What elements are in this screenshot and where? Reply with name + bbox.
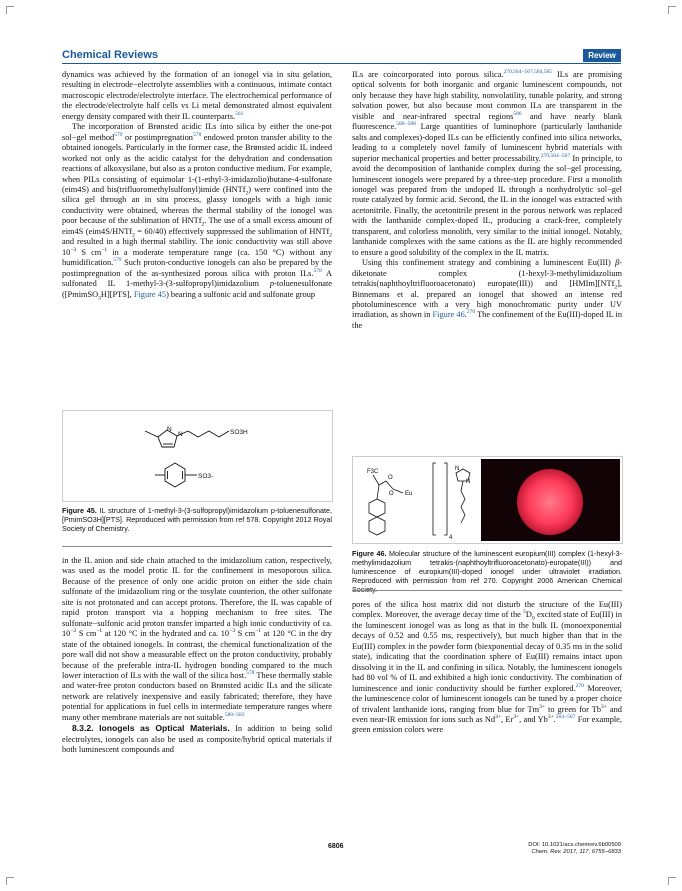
right-column-top <box>352 70 622 331</box>
label-so3-anion: SO3- <box>198 473 214 480</box>
crop-mark <box>6 6 14 14</box>
label-oxygen: O <box>389 491 394 497</box>
luminescent-ionogel-disc <box>517 469 583 535</box>
figure-46 <box>352 456 623 544</box>
citation: Chem. Rev. 2017, 117, 6755−6833 <box>531 849 621 855</box>
label-nitrogen: N <box>455 466 460 472</box>
label-so3h: SO3H <box>230 429 248 436</box>
caption-rule <box>352 590 622 591</box>
crop-mark <box>668 6 676 14</box>
paragraph: dynamics was achieved by the formation of an ionogel via in situ gelation, resulting in electrode−electrolyte assemblies with a continuous, intimate contact macroscopic electrode/electrolyte interface. The electrochemical performance of the electrode/electrolyte half cells vs Li metal demonstrated almost equivalent energy density compared with their IL counterparts.$^{561}$ <box>62 70 332 121</box>
label-f3c: F3C <box>367 469 379 475</box>
caption-text: IL structure of 1-methyl-3-(3-sulfopropyl)imidazolium p-toluenesulfonate, [PmimSO3H][PTS]. Reproduced with permission from ref 578. Copyright 2012 Royal Society of Chemistry. <box>62 506 332 533</box>
figure-46-structure <box>353 457 622 543</box>
paragraph: The incorporation of Brønsted acidic ILs into silica by either the one-pot sol−gel method$^{579}$ or postimpregnation$^{578}$ endowed proton transfer ability to the obtained ionogels. Particularly in the former case, the Brønsted acidic IL indeed worked not only as the acidic catalyst for the dehydration and condensation reactions of alkoxysilane, but also as a proton conductive medium. For example, when PILs consisting of equimolar 1-(1-ethyl-3-imidazolio)butane-4-sulfonate (eim4S) and bis(trifluoromethylsulfonyl)imide (HNTf$_2$) were confined into the silica gel through an in situ process, glassy ionogels with a high ionic conductivity were obtained, whereas the thermal stability of the ionogel was poor because of the sublimation of HNTf$_2$. The use of a small excess amount of eim4S (eim4S/HNTf$_2$ = 60/40) effectively suppressed the sublimation of HNTf$_2$ and resulted in a high thermal stability. The ionic conductivity was still above $10^{-3}$ S $cm^{-1}$ in a moderate temperature range (ca. 150 °C) without any humidification.$^{579}$ Such proton-conductive ionogels can also be prepared by the postimpregnation of the as-synthesized porous silica with proton ILs.$^{578}$ A sulfonated IL 1-methyl-3-(3-sulfopropyl)imidazolium p-toluenesulfonate ([PmimSO$_3$H][PTS], Figure 45) bearing a sulfonic acid and sulfonate group <box>62 122 333 302</box>
journal-title: Chemical Reviews <box>62 49 158 61</box>
figure-45-structure <box>63 411 332 501</box>
paragraph: ILs are coincorporated into porous silica.$^{270,564-567,584,585}$ ILs are promising optical solvents for both inorganic and organic luminescent compounds, not only because they have high stability, nonvolatility, tunable polarity, and strong solvation power, but also because most common ILs are transparent in the visible and near-infrared spectral regions$^{586}$ and have nearly blank fluorescence.$^{586-588}$ Large quantities of luminophore (particularly lanthanide salts and complexes)-doped ILs can be efficiently confined into silica networks, leading to a completely novel family of luminescent hybrid materials with superior mechanical properties and better processability.$^{270,564-567}$ In principle, to avoid the decomposition of lanthanide complex during the sol−gel processing, luminescent ionogels were prepared by a three-step procedure. First a monolith ionogel was prepared from the undoped IL through a nonhydrolytic sol−gel route catalyzed by formic acid. Second, the IL in the ionogel was extracted with acetonitrile. Finally, the acetonitrile present in the porous network was replaced with the lanthanide complex-doped IL, producing a crack-free, completely transparent, and colorless monolith, very similar to the initial ionogel. Notably, lanthanide complexes with the same cations as the IL are highly recommended to ensure a good solubility of the complex in the IL matrix. <box>352 69 622 257</box>
caption-label: Figure 45. <box>62 506 97 515</box>
figure-45 <box>62 410 333 502</box>
left-column-top <box>62 70 332 300</box>
crop-mark <box>668 877 676 885</box>
label-nitrogen-plus: N <box>178 431 183 438</box>
label-europium: Eu <box>405 491 413 497</box>
figure-45-caption <box>62 506 332 533</box>
section-heading: 8.3.2. Ionogels as Optical Materials. <box>72 723 230 734</box>
label-nitrogen: N <box>167 426 172 433</box>
page-number: 6806 <box>328 843 344 850</box>
paragraph: Using this confinement strategy and combining a luminescent Eu(III) β-diketonate complex (1-hexyl-3-methylimidazolium tetrakis(naphthoyltrifluoroacetonato) europate(III)) and [HMIm][NTf$_2$], Binnemans et al. prepared an ionogel that showed an intense red photoluminescence with a very high monochromatic purity under UV irradiation, as shown in Figure 46.$^{270}$ The confinement of the Eu(III)-doped IL in the <box>352 258 622 330</box>
doi-footer <box>520 842 621 856</box>
label-nitrogen-plus: N <box>466 479 471 485</box>
paragraph: in the IL anion and side chain attached to the imidazolium cation, respectively, was used as the model protic IL for the confinement in mesoporous silica. Because of the presence of only one acidic proton on either the side chain sulfonate of the imidazolium ring or the tosylate counterion, the other sulfonate site is not protonated and can accept protons. Therefore, the IL was capable of rapid proton transport via a hopping mechanism to free sites. The sulfonate−sulfonic acid proton transfer imparted a high ionic conductivity of ca. $10^{-2}$ S $cm^{-1}$ at 120 °C in the hydrated and ca. $10^{-3}$ S $cm^{-1}$ at 120 °C in the dry state of the obtained ionogels. In contrast, the chemical functionalization of the pore wall did not show a measurable effect on the proton conductivity, probably because of the preferable intra-IL hydrogen bonding compared to the much lower interaction of ILs with the wall of the silica host.$^{578}$ These thermally stable and water-free proton conductors based on Brønsted acidic ILs and the silicate network are relatively inexpensive and easily fabricated; therefore, they have potential for applications in fuel cells in intermediate temperature ranges where many other membrane materials are not suitable.$^{580-583}$ <box>62 556 332 722</box>
section-text: In addition to being solid electrolytes, ionogels can also be used as composite/hybrid optical materials if both luminescent compounds and <box>62 724 333 755</box>
caption-rule <box>62 546 332 547</box>
header-rule <box>62 63 621 64</box>
section-paragraph <box>62 723 332 755</box>
caption-label: Figure 46. <box>352 549 387 558</box>
label-oxygen: O <box>388 475 393 481</box>
paragraph: pores of the silica host matrix did not disturb the structure of the Eu(III) complex. Moreover, the average decay time of the $^5D_0$ excited state of Eu(III) in the luminescent ionogel was as long as that in the bulk IL (monoexponential decays of 0.52 and 0.55 ms, respectively), but much higher than that in the Eu(III) complex in the powder form (biexponential decay of 0.35 ms in the solid state), indicating that the coordination sphere of Eu(III) remains intact upon dissolving it in the IL and confining in silica. Notably, the luminescent ionogels had 80 vol % of IL and exhibited a high ionic conductivity. The combination of luminescence and ionic conductivity should be further explored.$^{270}$ Moreover, the luminescence color of luminescent ionogels can be tuned by a proper choice of trivalent lanthanide ions, ranging from blue for $Tm^{3+}$ to green for $Tb^{3+}$ and even near-IR emission for ions such as $Nd^{3+}$, $Er^{3+}$, and $Yb^{3+}.^{564-567}$ For example, green emission colors were <box>352 600 622 735</box>
figure-46-caption <box>352 549 622 594</box>
section-badge: Review <box>583 49 621 62</box>
right-column-bottom <box>352 600 622 736</box>
crop-mark <box>6 877 14 885</box>
left-column-bottom <box>62 556 332 756</box>
caption-text: Molecular structure of the luminescent europium(III) complex (1-hexyl-3-methylimidazolium tetrakis-(naphthoyltrifluoroacetonato)-europate(III)) and luminescence of europium(III)-doped ionogel under ultraviolet irradiation. Reproduced with permission from ref 270. Copyright 2006 American Chemical <box>352 549 622 585</box>
doi-link[interactable]: DOI: 10.1021/acs.chemrev.6b00509 <box>528 842 621 848</box>
label-subscript-4: 4 <box>449 535 453 541</box>
